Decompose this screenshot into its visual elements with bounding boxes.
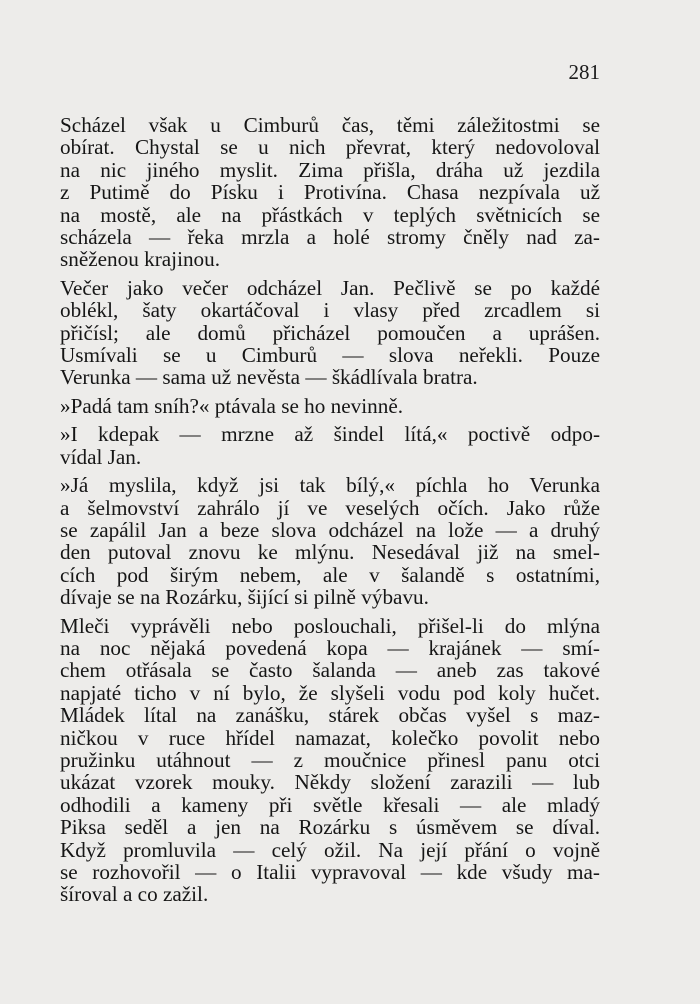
paragraph <box>60 423 600 468</box>
text-line: Když promluvila — celý ožil. Na její přání o vojně <box>60 837 600 862</box>
text-line: cích pod širým nebem, ale v šalandě s ostatními, <box>60 562 600 587</box>
text-line: napjaté ticho v ní bylo, že slyšeli vodu pod koly hučet. <box>60 680 600 705</box>
paragraph <box>60 395 600 417</box>
text-line: pružinku utáhnout — z moučnice přinesl panu otci <box>60 747 600 772</box>
text-line: Scházel však u Cimburů čas, těmi záležitostmi se <box>60 113 600 137</box>
text-line: na noc nějaká povedená kopa — krajánek — smí- <box>60 635 600 660</box>
text-line: ukázat vzorek mouky. Někdy složení zarazili — lub <box>60 770 600 795</box>
text-line: oblékl, šaty okartáčoval i vlasy před zrcadlem si <box>60 298 600 323</box>
text-line: Večer jako večer odcházel Jan. Pečlivě se po každé <box>60 275 600 300</box>
body-text <box>60 114 600 912</box>
text-line: den putoval znovu ke mlýnu. Nesedával již na smel- <box>60 540 600 565</box>
paragraph <box>60 615 600 906</box>
text-line: chem otřásala se často šalanda — aneb zas takové <box>60 658 600 683</box>
text-line: Mleči vyprávěli nebo poslouchali, přišel-li do mlýna <box>60 613 600 638</box>
text-line: na mostě, ale na přástkách v teplých světnicích se <box>60 202 600 227</box>
text-line: Piksa seděl a jen na Rozárku s úsměvem se díval. <box>60 815 600 840</box>
text-line: »Já myslila, když jsi tak bílý,« píchla ho Verunka <box>60 473 600 498</box>
text-line: na nic jiného myslit. Zima přišla, dráha už jezdila <box>60 157 600 182</box>
paragraph <box>60 474 600 608</box>
text-line: obírat. Chystal se u nich převrat, který nedovoloval <box>60 135 600 160</box>
text-line: Verunka — sama už nevěsta — škádlívala bratra. <box>60 365 478 390</box>
text-line: dívaje se na Rozárku, šijící si pilně výbavu. <box>60 585 429 610</box>
text-line: ničkou v ruce hřídel namazat, kolečko povolit nebo <box>60 725 600 750</box>
text-line: odhodili a kameny při světle křesali — ale mladý <box>60 792 600 817</box>
text-line: »Padá tam sníh?« ptávala se ho nevinně. <box>60 393 404 418</box>
text-line: se zapálil Jan a beze slova odcházel na lože — a druhý <box>60 517 600 542</box>
text-line: přičísl; ale domů přicházel pomoučen a uprášen. <box>60 320 600 345</box>
text-line: šíroval a co zažil. <box>60 882 209 907</box>
paragraph <box>60 114 600 271</box>
text-line: vídal Jan. <box>60 444 142 469</box>
text-line: a šelmovství zahrálo jí ve veselých očích. Jako růže <box>60 495 600 520</box>
text-line: Mládek lítal na zanášku, stárek občas vyšel s maz- <box>60 703 600 728</box>
text-line: se rozhovořil — o Italii vypravoval — kde všudy ma- <box>60 860 600 884</box>
page-number: 281 <box>568 60 600 84</box>
text-line: »I kdepak — mrzne až šindel lítá,« poctivě odpo- <box>60 422 600 447</box>
text-line: z Putimě do Písku i Protivína. Chasa nezpívala už <box>60 180 600 205</box>
text-line: sněženou krajinou. <box>60 247 221 272</box>
text-line: scházela — řeka mrzla a holé stromy čněly nad za- <box>60 225 600 250</box>
text-line: Usmívali se u Cimburů — slova neřekli. Pouze <box>60 343 600 368</box>
paragraph <box>60 277 600 389</box>
